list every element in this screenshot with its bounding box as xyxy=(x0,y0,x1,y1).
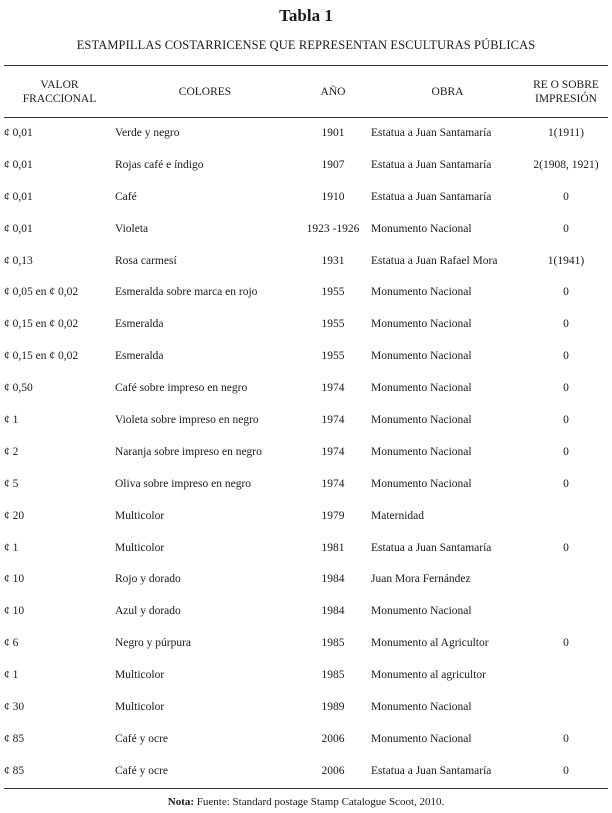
cell-colores: Rosa carmesí xyxy=(115,254,177,267)
cell-re-impresion: 0 xyxy=(563,445,569,458)
cell-anio: 2006 xyxy=(321,764,345,777)
table-row xyxy=(4,755,608,787)
table-row xyxy=(4,532,608,564)
cell-obra: Monumento Nacional xyxy=(371,732,472,745)
table-row xyxy=(4,372,608,404)
table-row xyxy=(4,468,608,500)
table-row xyxy=(4,659,608,691)
cell-obra: Monumento Nacional xyxy=(371,222,472,235)
cell-obra: Estatua a Juan Santamaría xyxy=(371,764,492,777)
header-obra: OBRA xyxy=(431,85,464,98)
cell-re-impresion xyxy=(524,563,608,595)
cell-obra: Monumento Nacional xyxy=(371,382,472,395)
table-row xyxy=(4,276,608,308)
cell-obra: Monumento Nacional xyxy=(371,445,472,458)
header-valor-line2: FRACCIONAL xyxy=(22,92,97,105)
cell-anio: 1981 xyxy=(321,541,345,554)
cell-colores: Multicolor xyxy=(115,669,165,682)
cell-valor: ¢ 30 xyxy=(4,700,25,713)
cell-obra: Maternidad xyxy=(371,509,425,522)
cell-re-impresion: 0 xyxy=(563,477,569,490)
cell-obra: Monumento al Agricultor xyxy=(371,637,489,650)
table-header xyxy=(4,66,608,117)
cell-valor: ¢ 0,15 en ¢ 0,02 xyxy=(4,350,79,363)
cell-anio: 1974 xyxy=(321,382,345,395)
cell-valor: ¢ 85 xyxy=(4,764,25,777)
cell-valor: ¢ 0,01 xyxy=(4,158,33,171)
table-row xyxy=(4,245,608,277)
bottom-rule xyxy=(4,788,608,789)
cell-colores: Verde y negro xyxy=(115,126,180,139)
table-row xyxy=(4,149,608,181)
cell-re-impresion: 0 xyxy=(563,318,569,331)
cell-anio: 1910 xyxy=(321,190,345,203)
cell-valor: ¢ 0,01 xyxy=(4,126,33,139)
cell-re-impresion: 0 xyxy=(563,541,569,554)
cell-valor: ¢ 2 xyxy=(4,445,19,458)
cell-colores: Multicolor xyxy=(115,541,165,554)
header-re-line2: IMPRESIÓN xyxy=(535,92,597,105)
cell-re-impresion xyxy=(524,500,608,532)
table-note xyxy=(0,796,612,808)
cell-colores: Violeta sobre impreso en negro xyxy=(115,413,259,426)
cell-anio: 1974 xyxy=(321,413,345,426)
cell-re-impresion xyxy=(524,691,608,723)
header-re-line1: RE O SOBRE xyxy=(533,78,599,91)
cell-valor: ¢ 10 xyxy=(4,605,25,618)
cell-anio: 1984 xyxy=(321,605,345,618)
note-label: Nota: xyxy=(167,796,195,808)
cell-anio: 1923 -1926 xyxy=(306,222,360,235)
table-row xyxy=(4,181,608,213)
cell-valor: ¢ 0,01 xyxy=(4,222,33,235)
cell-obra: Monumento Nacional xyxy=(371,477,472,490)
cell-anio: 1985 xyxy=(321,669,345,682)
cell-re-impresion xyxy=(524,595,608,627)
cell-colores: Azul y dorado xyxy=(115,605,181,618)
cell-re-impresion: 1(1911) xyxy=(548,126,584,139)
cell-colores: Esmeralda xyxy=(115,318,164,331)
table-row xyxy=(4,627,608,659)
note-text: Fuente: Standard postage Stamp Catalogue Scoot, 2010. xyxy=(194,796,445,808)
table-body xyxy=(4,117,608,787)
cell-obra: Monumento Nacional xyxy=(371,286,472,299)
cell-anio: 1974 xyxy=(321,445,345,458)
cell-valor: ¢ 6 xyxy=(4,637,19,650)
cell-obra: Estatua a Juan Santamaría xyxy=(371,541,492,554)
cell-valor: ¢ 1 xyxy=(4,669,19,682)
cell-colores: Multicolor xyxy=(115,700,165,713)
cell-valor: ¢ 0,50 xyxy=(4,382,33,395)
header-anio: AÑO xyxy=(320,85,346,98)
table-row xyxy=(4,340,608,372)
cell-valor: ¢ 0,05 en ¢ 0,02 xyxy=(4,286,79,299)
cell-colores: Multicolor xyxy=(115,509,165,522)
table-row xyxy=(4,563,608,595)
table-row xyxy=(4,213,608,245)
table-row xyxy=(4,308,608,340)
cell-obra: Estatua a Juan Santamaría xyxy=(371,190,492,203)
cell-anio: 1955 xyxy=(321,286,345,299)
cell-colores: Rojo y dorado xyxy=(115,573,181,586)
cell-anio: 1974 xyxy=(321,477,345,490)
cell-obra: Monumento Nacional xyxy=(371,605,472,618)
header-row xyxy=(4,66,608,117)
cell-anio: 1901 xyxy=(321,126,345,139)
cell-valor: ¢ 10 xyxy=(4,573,25,586)
table-row xyxy=(4,436,608,468)
table-row xyxy=(4,723,608,755)
cell-obra: Monumento Nacional xyxy=(371,350,472,363)
cell-valor: ¢ 5 xyxy=(4,477,19,490)
cell-valor: ¢ 85 xyxy=(4,732,25,745)
cell-re-impresion: 0 xyxy=(563,382,569,395)
cell-colores: Café xyxy=(115,190,137,203)
cell-obra: Estatua a Juan Santamaría xyxy=(371,126,492,139)
cell-colores: Oliva sobre impreso en negro xyxy=(115,477,252,490)
cell-re-impresion: 0 xyxy=(563,637,569,650)
cell-obra: Monumento al agricultor xyxy=(371,669,486,682)
cell-anio: 1984 xyxy=(321,573,345,586)
table-row xyxy=(4,500,608,532)
table-row xyxy=(4,691,608,723)
cell-colores: Negro y púrpura xyxy=(115,637,192,650)
cell-re-impresion: 2(1908, 1921) xyxy=(533,158,599,171)
cell-re-impresion: 0 xyxy=(563,764,569,777)
cell-re-impresion xyxy=(524,659,608,691)
cell-valor: ¢ 0,01 xyxy=(4,190,33,203)
table-row xyxy=(4,404,608,436)
cell-colores: Esmeralda sobre marca en rojo xyxy=(115,286,258,299)
cell-obra: Estatua a Juan Rafael Mora xyxy=(371,254,498,267)
header-valor-line1: VALOR xyxy=(40,78,79,91)
cell-anio: 1985 xyxy=(321,637,345,650)
header-colores: COLORES xyxy=(178,85,232,98)
cell-re-impresion: 0 xyxy=(563,222,569,235)
cell-valor: ¢ 0,15 en ¢ 0,02 xyxy=(4,318,79,331)
cell-obra: Monumento Nacional xyxy=(371,413,472,426)
cell-obra: Monumento Nacional xyxy=(371,700,472,713)
header-valor-fraccional xyxy=(4,66,115,117)
cell-colores: Rojas café e índigo xyxy=(115,158,204,171)
cell-anio: 2006 xyxy=(321,732,345,745)
table-row xyxy=(4,595,608,627)
cell-valor: ¢ 0,13 xyxy=(4,254,33,267)
cell-re-impresion: 1(1941) xyxy=(547,254,585,267)
cell-colores: Naranja sobre impreso en negro xyxy=(115,445,262,458)
cell-colores: Café y ocre xyxy=(115,764,168,777)
cell-re-impresion: 0 xyxy=(563,286,569,299)
cell-valor: ¢ 1 xyxy=(4,413,19,426)
cell-anio: 1989 xyxy=(321,700,345,713)
cell-re-impresion: 0 xyxy=(563,732,569,745)
cell-anio: 1955 xyxy=(321,318,345,331)
table-row xyxy=(4,117,608,149)
stamps-table xyxy=(4,66,608,787)
cell-re-impresion: 0 xyxy=(563,190,569,203)
cell-re-impresion: 0 xyxy=(563,350,569,363)
cell-colores: Café sobre impreso en negro xyxy=(115,382,248,395)
cell-anio: 1931 xyxy=(321,254,345,267)
cell-colores: Café y ocre xyxy=(115,732,168,745)
cell-colores: Esmeralda xyxy=(115,350,164,363)
cell-anio: 1979 xyxy=(321,509,345,522)
table-title: Tabla 1 xyxy=(279,6,333,25)
header-re-sobre-impresion xyxy=(524,66,608,117)
cell-obra: Monumento Nacional xyxy=(371,318,472,331)
cell-colores: Violeta xyxy=(115,222,149,235)
cell-anio: 1907 xyxy=(321,158,345,171)
table-subtitle: ESTAMPILLAS COSTARRICENSE QUE REPRESENTAN ESCULTURAS PÚBLICAS xyxy=(76,38,536,52)
cell-obra: Juan Mora Fernández xyxy=(371,573,471,586)
cell-re-impresion: 0 xyxy=(563,413,569,426)
cell-valor: ¢ 1 xyxy=(4,541,19,554)
cell-anio: 1955 xyxy=(321,350,345,363)
cell-valor: ¢ 20 xyxy=(4,509,25,522)
cell-obra: Estatua a Juan Santamaría xyxy=(371,158,492,171)
